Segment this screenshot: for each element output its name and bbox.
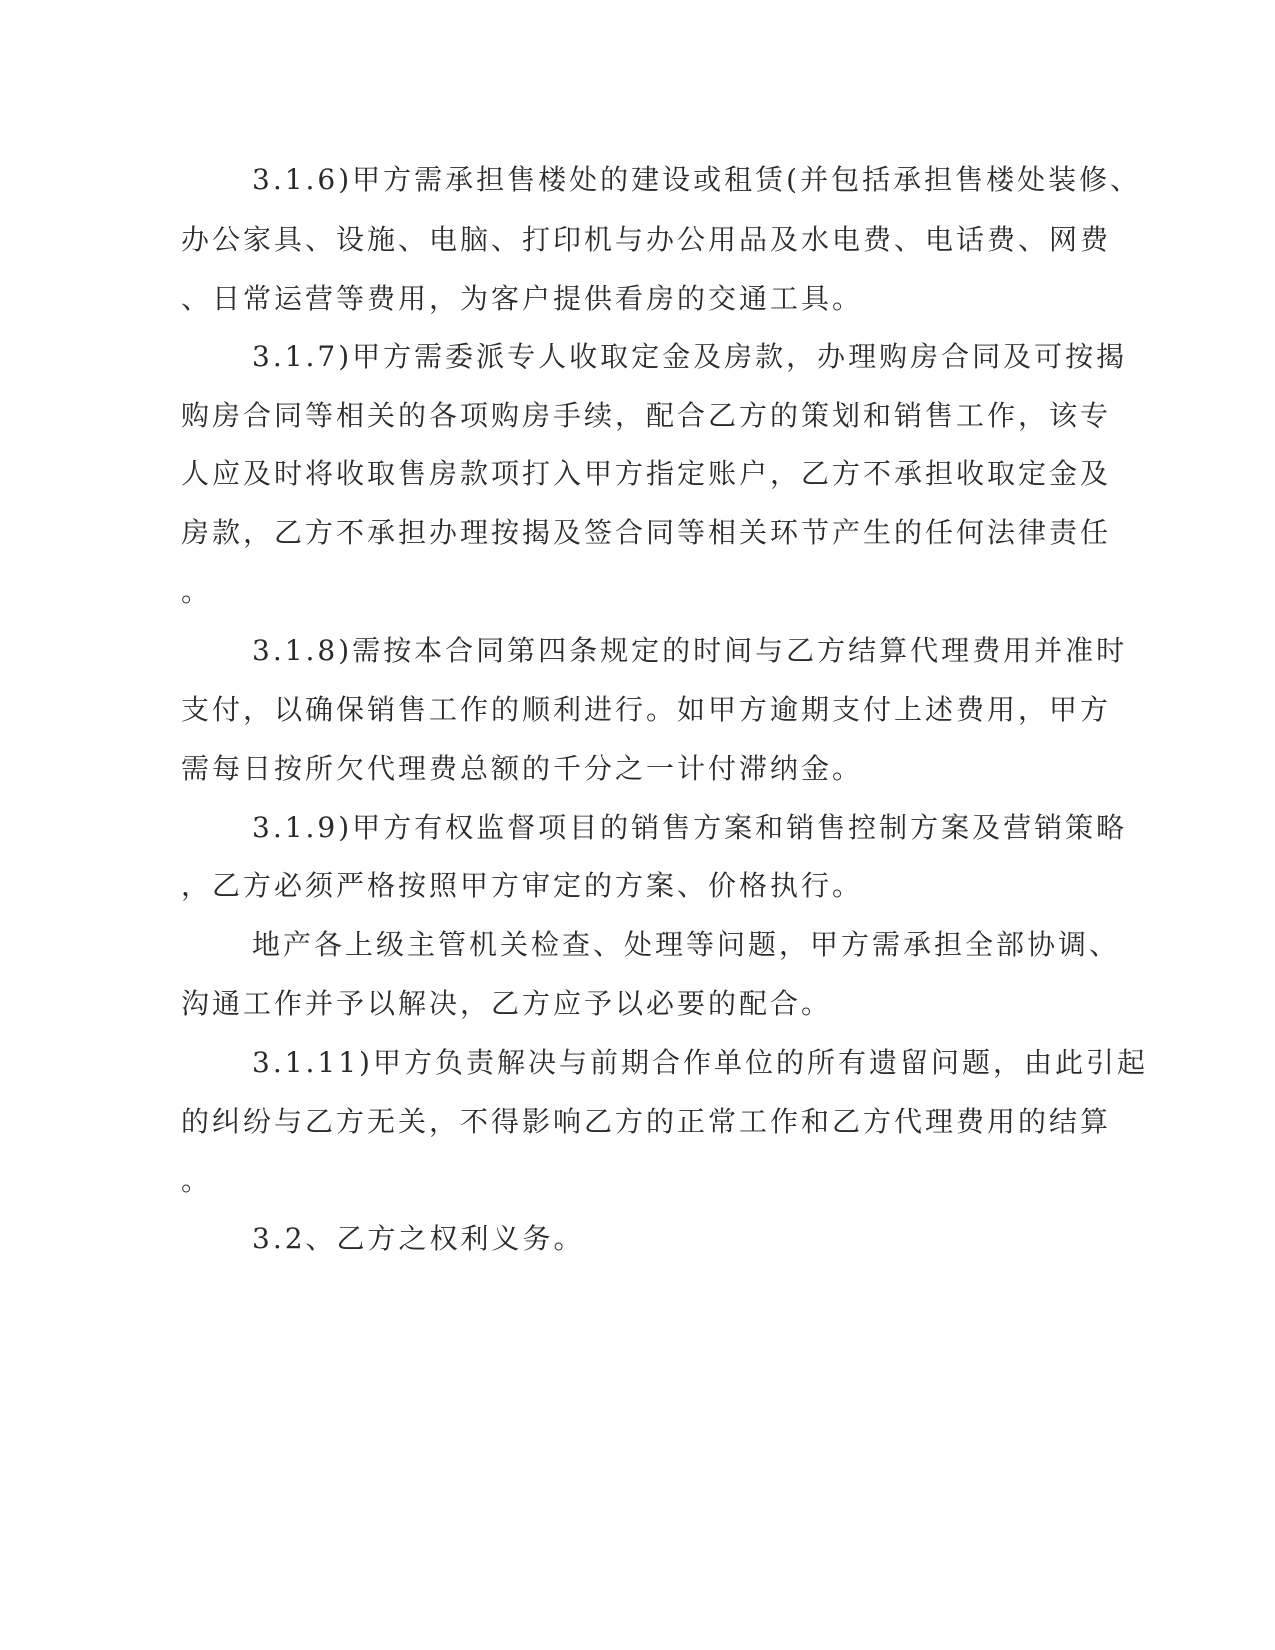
- section-heading: 3.2、乙方之权利义务。: [252, 1222, 585, 1255]
- text-line: 3.1.7)甲方需委派专人收取定金及房款，办理购房合同及可按揭: [252, 340, 1128, 373]
- text-line: 支付，以确保销售工作的顺利进行。如甲方逾期支付上述费用，甲方: [181, 693, 1112, 726]
- text-line: ，乙方必须严格按照甲方审定的方案、价格执行。: [181, 869, 864, 902]
- text-line: 购房合同等相关的各项购房手续，配合乙方的策划和销售工作，该专: [181, 399, 1112, 432]
- text-line: 办公家具、设施、电脑、打印机与办公用品及水电费、电话费、网费: [181, 223, 1112, 256]
- text-line: 3.1.9)甲方有权监督项目的销售方案和销售控制方案及营销策略: [252, 811, 1128, 844]
- text-line: 沟通工作并予以解决，乙方应予以必要的配合。: [181, 987, 833, 1020]
- text-line: 。: [181, 575, 213, 608]
- text-line: 3.1.11)甲方负责解决与前期合作单位的所有遗留问题，由此引起: [252, 1046, 1148, 1079]
- text-line: 3.1.6)甲方需承担售楼处的建设或租赁(并包括承担售楼处装修、: [252, 163, 1142, 196]
- text-line: 地产各上级主管机关检查、处理等问题，甲方需承担全部协调、: [252, 928, 1121, 961]
- text-line: 3.1.8)需按本合同第四条规定的时间与乙方结算代理费用并准时: [252, 634, 1128, 667]
- text-line: 的纠纷与乙方无关，不得影响乙方的正常工作和乙方代理费用的结算: [181, 1105, 1112, 1138]
- text-line: 。: [181, 1164, 213, 1197]
- text-line: 需每日按所欠代理费总额的千分之一计付滞纳金。: [181, 752, 864, 785]
- text-line: 房款，乙方不承担办理按揭及签合同等相关环节产生的任何法律责任: [181, 516, 1112, 549]
- text-line: 、日常运营等费用，为客户提供看房的交通工具。: [181, 282, 864, 315]
- text-line: 人应及时将收取售房款项打入甲方指定账户，乙方不承担收取定金及: [181, 457, 1112, 490]
